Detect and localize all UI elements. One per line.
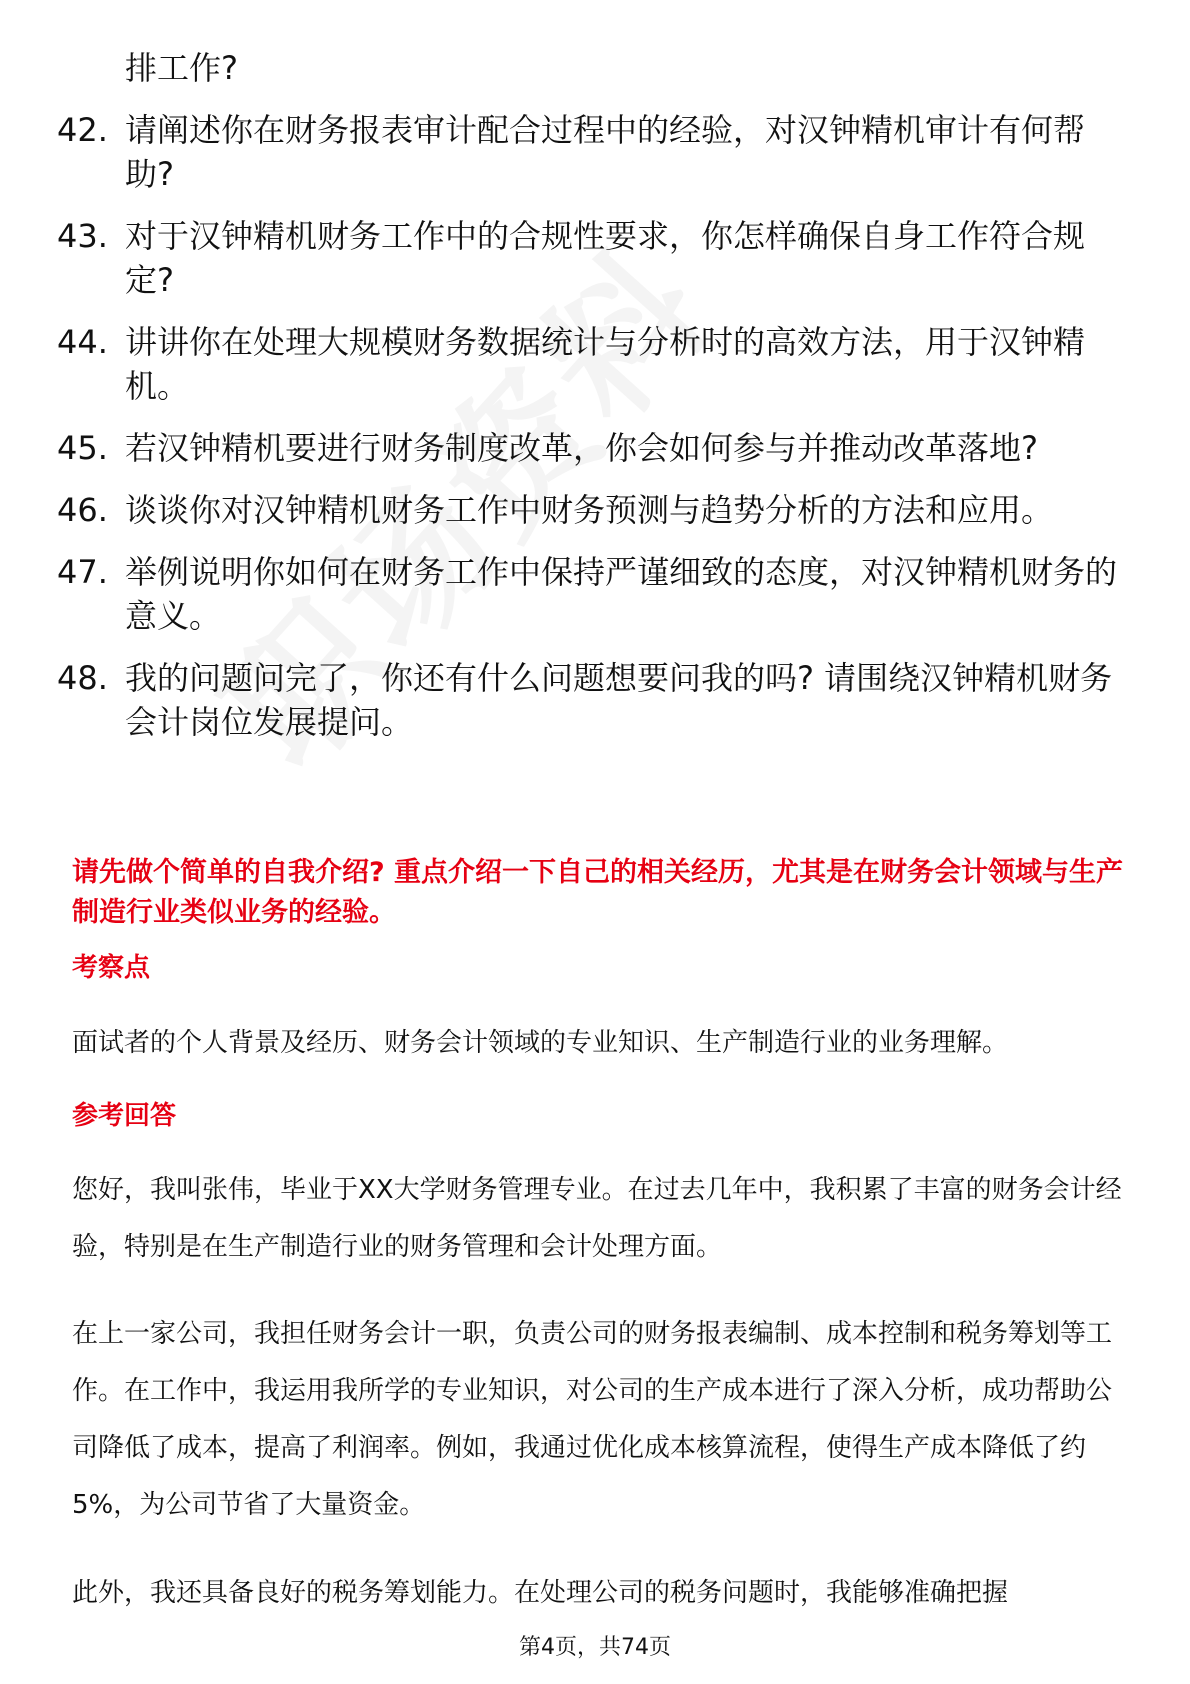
list-item xyxy=(57,426,1117,470)
question-continuation xyxy=(57,46,1117,90)
focus-label: 考察点 xyxy=(72,953,151,983)
question-text: 请阐述你在财务报表审计配合过程中的经验，对汉钟精机审计有何帮助? xyxy=(125,111,1086,193)
list-item xyxy=(57,108,1117,196)
list-item xyxy=(57,320,1117,408)
question-number: 46. xyxy=(57,491,108,529)
question-number: 44. xyxy=(57,323,108,361)
question-number: 43. xyxy=(57,217,108,255)
question-number: 47. xyxy=(57,553,108,591)
question-text: 举例说明你如何在财务工作中保持严谨细致的态度，对汉钟精机财务的意义。 xyxy=(125,553,1118,635)
question-number: 42. xyxy=(57,111,108,149)
answer-paragraph: 在上一家公司，我担任财务会计一职，负责公司的财务报表编制、成本控制和税务筹划等工作。在工作中，我运用我所学的专业知识，对公司的生产成本进行了深入分析，成功帮助公司降低了成本，提高了利润率。例如，我通过优化成本核算流程，使得生产成本降低了约5%，为公司节省了大量资金。 xyxy=(72,1319,1113,1520)
page-footer: 第4页，共74页 xyxy=(519,1635,671,1660)
focus-text: 面试者的个人背景及经历、财务会计领域的专业知识、生产制造行业的业务理解。 xyxy=(72,1028,1009,1058)
featured-question: 请先做个简单的自我介绍? 重点介绍一下自己的相关经历，尤其是在财务会计领域与生产制造行业类似业务的经验。 xyxy=(72,857,1124,928)
answer-paragraph: 此外，我还具备良好的税务筹划能力。在处理公司的税务问题时，我能够准确把握 xyxy=(72,1578,1009,1608)
answer-label: 参考回答 xyxy=(72,1101,177,1131)
answer-paragraph: 您好，我叫张伟，毕业于XX大学财务管理专业。在过去几年中，我积累了丰富的财务会计经验，特别是在生产制造行业的财务管理和会计处理方面。 xyxy=(72,1175,1122,1262)
question-text: 讲讲你在处理大规模财务数据统计与分析时的高效方法，用于汉钟精机。 xyxy=(125,323,1086,405)
question-list xyxy=(57,46,1117,762)
question-text: 若汉钟精机要进行财务制度改革，你会如何参与并推动改革落地? xyxy=(125,429,1038,467)
question-continuation-text: 排工作? xyxy=(125,49,238,87)
question-number: 45. xyxy=(57,429,108,467)
list-item xyxy=(57,488,1117,532)
list-item xyxy=(57,550,1117,638)
list-item xyxy=(57,656,1117,744)
question-text: 对于汉钟精机财务工作中的合规性要求，你怎样确保自身工作符合规定? xyxy=(125,217,1086,299)
question-text: 我的问题问完了，你还有什么问题想要问我的吗? 请围绕汉钟精机财务会计岗位发展提问。 xyxy=(125,659,1113,741)
question-number: 48. xyxy=(57,659,108,697)
question-text: 谈谈你对汉钟精机财务工作中财务预测与趋势分析的方法和应用。 xyxy=(125,491,1054,529)
list-item xyxy=(57,214,1117,302)
